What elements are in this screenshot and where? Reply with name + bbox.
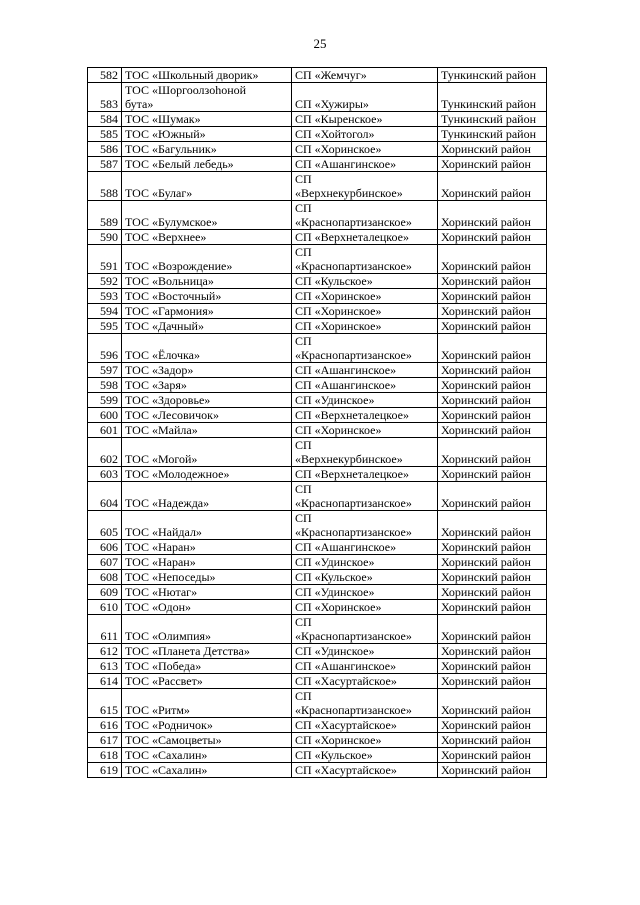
settlement-line: СП «Удинское» xyxy=(295,393,375,407)
tos-name-line: ТОС «Ёлочка» xyxy=(125,348,201,362)
row-number-cell: 616 xyxy=(88,718,122,733)
tos-name-cell xyxy=(122,289,292,304)
row-number-cell: 617 xyxy=(88,733,122,748)
tos-name-cell xyxy=(122,748,292,763)
row-number-cell: 610 xyxy=(88,600,122,615)
table-row xyxy=(88,127,547,142)
settlement-line: СП «Хасуртайское» xyxy=(295,718,397,732)
table-row xyxy=(88,674,547,689)
tos-name-line: ТОС «Багульник» xyxy=(125,142,217,156)
tos-name-line: ТОС «Заря» xyxy=(125,378,187,392)
tos-name-line: бута» xyxy=(125,97,154,111)
tos-name-line: ТОС «Шумак» xyxy=(125,112,201,126)
row-number-cell: 603 xyxy=(88,467,122,482)
table-row xyxy=(88,763,547,778)
table-row xyxy=(88,689,547,718)
row-number-cell: 589 xyxy=(88,201,122,230)
settlement-cell xyxy=(292,363,438,378)
tos-name-line: ТОС «Сахалин» xyxy=(125,763,208,777)
tos-name-cell xyxy=(122,467,292,482)
settlement-line: СП «Хоринское» xyxy=(295,423,382,437)
settlement-cell xyxy=(292,127,438,142)
row-number-cell: 587 xyxy=(88,157,122,172)
settlement-cell xyxy=(292,438,438,467)
tos-name-cell xyxy=(122,334,292,363)
district-cell: Хоринский район xyxy=(438,585,547,600)
tos-name-line: ТОС «Здоровье» xyxy=(125,393,211,407)
settlement-cell xyxy=(292,555,438,570)
tos-name-line: ТОС «Надежда» xyxy=(125,496,210,510)
district-cell: Хоринский район xyxy=(438,408,547,423)
tos-name-line: ТОС «Наран» xyxy=(125,540,196,554)
tos-registry-table xyxy=(87,67,547,778)
table-row xyxy=(88,644,547,659)
district-cell: Хоринский район xyxy=(438,748,547,763)
table-row xyxy=(88,363,547,378)
settlement-line: СП xyxy=(295,615,312,629)
tos-name-cell xyxy=(122,408,292,423)
table-row xyxy=(88,467,547,482)
settlement-cell xyxy=(292,748,438,763)
settlement-line: СП «Ашангинское» xyxy=(295,378,397,392)
table-row xyxy=(88,482,547,511)
tos-name-cell xyxy=(122,733,292,748)
table-row xyxy=(88,393,547,408)
table-row xyxy=(88,408,547,423)
settlement-line: СП xyxy=(295,201,312,215)
settlement-line: СП «Удинское» xyxy=(295,585,375,599)
tos-name-line: ТОС «Могой» xyxy=(125,452,198,466)
row-number-cell: 614 xyxy=(88,674,122,689)
table-row xyxy=(88,570,547,585)
tos-name-line: ТОС «Олимпия» xyxy=(125,629,212,643)
district-cell: Хоринский район xyxy=(438,659,547,674)
tos-name-line: ТОС «Рассвет» xyxy=(125,674,203,688)
table-row xyxy=(88,718,547,733)
tos-name-cell xyxy=(122,274,292,289)
district-cell: Тункинский район xyxy=(438,83,547,112)
settlement-cell xyxy=(292,644,438,659)
district-cell: Хоринский район xyxy=(438,319,547,334)
district-cell: Хоринский район xyxy=(438,718,547,733)
tos-name-cell xyxy=(122,319,292,334)
district-cell: Хоринский район xyxy=(438,438,547,467)
settlement-line: СП xyxy=(295,334,312,348)
table-row xyxy=(88,378,547,393)
settlement-line: СП «Хоринское» xyxy=(295,600,382,614)
row-number-cell: 599 xyxy=(88,393,122,408)
table-row xyxy=(88,334,547,363)
tos-name-cell xyxy=(122,482,292,511)
tos-name-cell xyxy=(122,674,292,689)
settlement-cell xyxy=(292,334,438,363)
settlement-cell xyxy=(292,718,438,733)
row-number-cell: 611 xyxy=(88,615,122,644)
table-row xyxy=(88,274,547,289)
settlement-line: СП «Хойтогол» xyxy=(295,127,375,141)
settlement-cell xyxy=(292,393,438,408)
table-row xyxy=(88,68,547,83)
district-cell: Хоринский район xyxy=(438,540,547,555)
tos-name-line: ТОС «Нютаг» xyxy=(125,585,198,599)
settlement-line: СП «Хасуртайское» xyxy=(295,674,397,688)
settlement-line: СП xyxy=(295,511,312,525)
tos-name-cell xyxy=(122,570,292,585)
district-cell: Хоринский район xyxy=(438,157,547,172)
settlement-cell xyxy=(292,600,438,615)
row-number-cell: 594 xyxy=(88,304,122,319)
settlement-cell xyxy=(292,423,438,438)
table-row xyxy=(88,540,547,555)
tos-name-cell xyxy=(122,718,292,733)
row-number-cell: 601 xyxy=(88,423,122,438)
district-cell: Хоринский район xyxy=(438,467,547,482)
table-row xyxy=(88,172,547,201)
row-number-cell: 596 xyxy=(88,334,122,363)
district-cell: Хоринский район xyxy=(438,570,547,585)
tos-name-cell xyxy=(122,423,292,438)
settlement-line: «Краснопартизанское» xyxy=(295,215,412,229)
table-row xyxy=(88,245,547,274)
tos-name-line: ТОС «Лесовичок» xyxy=(125,408,219,422)
tos-name-line: ТОС «Наран» xyxy=(125,555,196,569)
settlement-cell xyxy=(292,467,438,482)
district-cell: Хоринский район xyxy=(438,304,547,319)
tos-name-cell xyxy=(122,393,292,408)
table-row xyxy=(88,733,547,748)
row-number-cell: 600 xyxy=(88,408,122,423)
settlement-cell xyxy=(292,659,438,674)
district-cell: Хоринский район xyxy=(438,482,547,511)
settlement-line: СП «Верхнеталецкое» xyxy=(295,408,409,422)
district-cell: Хоринский район xyxy=(438,289,547,304)
settlement-cell xyxy=(292,274,438,289)
tos-name-cell xyxy=(122,230,292,245)
district-cell: Хоринский район xyxy=(438,615,547,644)
row-number-cell: 588 xyxy=(88,172,122,201)
settlement-line: СП «Удинское» xyxy=(295,555,375,569)
settlement-line: СП «Ашангинское» xyxy=(295,157,397,171)
table-row xyxy=(88,659,547,674)
settlement-line: СП «Хоринское» xyxy=(295,304,382,318)
district-cell: Хоринский район xyxy=(438,689,547,718)
row-number-cell: 619 xyxy=(88,763,122,778)
settlement-line: СП «Верхнеталецкое» xyxy=(295,467,409,481)
settlement-cell xyxy=(292,68,438,83)
tos-name-cell xyxy=(122,142,292,157)
tos-name-line: ТОС «Самоцветы» xyxy=(125,733,222,747)
tos-name-line: ТОС «Дачный» xyxy=(125,319,204,333)
row-number-cell: 598 xyxy=(88,378,122,393)
tos-name-line: ТОС «Одон» xyxy=(125,600,192,614)
settlement-cell xyxy=(292,733,438,748)
settlement-line: СП xyxy=(295,438,312,452)
settlement-cell xyxy=(292,112,438,127)
settlement-line: СП «Ашангинское» xyxy=(295,363,397,377)
table-row xyxy=(88,289,547,304)
row-number-cell: 618 xyxy=(88,748,122,763)
settlement-line: «Краснопартизанское» xyxy=(295,525,412,539)
settlement-line: СП «Хоринское» xyxy=(295,289,382,303)
district-cell: Хоринский район xyxy=(438,201,547,230)
tos-name-cell xyxy=(122,172,292,201)
settlement-line: СП «Хасуртайское» xyxy=(295,763,397,777)
row-number-cell: 582 xyxy=(88,68,122,83)
tos-name-cell xyxy=(122,615,292,644)
row-number-cell: 602 xyxy=(88,438,122,467)
settlement-line: СП «Верхнеталецкое» xyxy=(295,230,409,244)
tos-name-cell xyxy=(122,157,292,172)
settlement-line: «Краснопартизанское» xyxy=(295,259,412,273)
settlement-cell xyxy=(292,289,438,304)
settlement-line: СП «Ашангинское» xyxy=(295,659,397,673)
table-row xyxy=(88,230,547,245)
tos-name-line: ТОС «Найдал» xyxy=(125,525,202,539)
settlement-cell xyxy=(292,674,438,689)
settlement-cell xyxy=(292,83,438,112)
settlement-line: СП «Кульское» xyxy=(295,748,373,762)
tos-name-line: ТОС «Школьный дворик» xyxy=(125,68,259,82)
table-row xyxy=(88,304,547,319)
settlement-line: СП xyxy=(295,482,312,496)
settlement-cell xyxy=(292,378,438,393)
row-number-cell: 597 xyxy=(88,363,122,378)
settlement-line: «Краснопартизанское» xyxy=(295,629,412,643)
table-row xyxy=(88,423,547,438)
district-cell: Хоринский район xyxy=(438,334,547,363)
tos-name-line: ТОС «Гармония» xyxy=(125,304,214,318)
table-row xyxy=(88,600,547,615)
settlement-line: СП «Хоринское» xyxy=(295,142,382,156)
tos-name-line: ТОС «Победа» xyxy=(125,659,202,673)
row-number-cell: 595 xyxy=(88,319,122,334)
row-number-cell: 592 xyxy=(88,274,122,289)
table-row xyxy=(88,201,547,230)
settlement-line: СП «Хоринское» xyxy=(295,319,382,333)
table-row xyxy=(88,511,547,540)
district-cell: Хоринский район xyxy=(438,142,547,157)
settlement-line: СП «Кульское» xyxy=(295,274,373,288)
district-cell: Хоринский район xyxy=(438,600,547,615)
settlement-cell xyxy=(292,585,438,600)
settlement-line: СП xyxy=(295,689,312,703)
settlement-line: СП «Кульское» xyxy=(295,570,373,584)
table-body xyxy=(88,68,547,778)
settlement-cell xyxy=(292,408,438,423)
row-number-cell: 608 xyxy=(88,570,122,585)
table-row xyxy=(88,112,547,127)
tos-name-cell xyxy=(122,585,292,600)
district-cell: Тункинский район xyxy=(438,127,547,142)
row-number-cell: 613 xyxy=(88,659,122,674)
tos-name-line: ТОС «Майла» xyxy=(125,423,198,437)
settlement-cell xyxy=(292,482,438,511)
district-cell: Хоринский район xyxy=(438,511,547,540)
tos-name-cell xyxy=(122,511,292,540)
district-cell: Хоринский район xyxy=(438,555,547,570)
settlement-cell xyxy=(292,540,438,555)
settlement-cell xyxy=(292,157,438,172)
settlement-line: СП xyxy=(295,172,312,186)
settlement-line: СП «Ашангинское» xyxy=(295,540,397,554)
settlement-line: СП «Хоринское» xyxy=(295,733,382,747)
tos-name-cell xyxy=(122,763,292,778)
row-number-cell: 604 xyxy=(88,482,122,511)
settlement-line: СП «Удинское» xyxy=(295,644,375,658)
page-number: 25 xyxy=(313,36,327,51)
tos-name-line: ТОС «Планета Детства» xyxy=(125,644,250,658)
row-number-cell: 606 xyxy=(88,540,122,555)
table-row xyxy=(88,157,547,172)
settlement-line: «Краснопартизанское» xyxy=(295,496,412,510)
settlement-cell xyxy=(292,304,438,319)
settlement-cell xyxy=(292,689,438,718)
tos-name-line: ТОС «Задор» xyxy=(125,363,194,377)
tos-name-line: ТОС «Сахалин» xyxy=(125,748,208,762)
tos-name-cell xyxy=(122,245,292,274)
district-cell: Хоринский район xyxy=(438,423,547,438)
row-number-cell: 590 xyxy=(88,230,122,245)
tos-name-cell xyxy=(122,112,292,127)
tos-name-line: ТОС «Молодежное» xyxy=(125,467,230,481)
tos-name-line: ТОС «Ритм» xyxy=(125,703,190,717)
district-cell: Хоринский район xyxy=(438,274,547,289)
district-cell: Хоринский район xyxy=(438,378,547,393)
tos-name-cell xyxy=(122,68,292,83)
row-number-cell: 586 xyxy=(88,142,122,157)
tos-name-cell xyxy=(122,201,292,230)
table-row xyxy=(88,319,547,334)
tos-name-cell xyxy=(122,83,292,112)
district-cell: Хоринский район xyxy=(438,644,547,659)
district-cell: Тункинский район xyxy=(438,68,547,83)
row-number-cell: 607 xyxy=(88,555,122,570)
settlement-cell xyxy=(292,511,438,540)
tos-name-line: ТОС «Непоседы» xyxy=(125,570,216,584)
settlement-cell xyxy=(292,245,438,274)
row-number-cell: 609 xyxy=(88,585,122,600)
settlement-cell xyxy=(292,201,438,230)
tos-name-line: ТОС «Южный» xyxy=(125,127,206,141)
settlement-cell xyxy=(292,615,438,644)
settlement-cell xyxy=(292,142,438,157)
table-row xyxy=(88,438,547,467)
settlement-cell xyxy=(292,319,438,334)
settlement-cell xyxy=(292,763,438,778)
district-cell: Хоринский район xyxy=(438,674,547,689)
district-cell: Хоринский район xyxy=(438,733,547,748)
row-number-cell: 593 xyxy=(88,289,122,304)
district-cell: Хоринский район xyxy=(438,245,547,274)
settlement-line: СП xyxy=(295,245,312,259)
settlement-line: СП «Хужиры» xyxy=(295,97,369,111)
tos-name-line: ТОС «Белый лебедь» xyxy=(125,157,234,171)
district-cell: Хоринский район xyxy=(438,172,547,201)
tos-name-cell xyxy=(122,363,292,378)
tos-name-line: ТОС «Булумское» xyxy=(125,215,218,229)
tos-name-line: ТОС «Возрождение» xyxy=(125,259,233,273)
district-cell: Хоринский район xyxy=(438,363,547,378)
row-number-cell: 584 xyxy=(88,112,122,127)
settlement-line: «Краснопартизанское» xyxy=(295,348,412,362)
settlement-line: «Краснопартизанское» xyxy=(295,703,412,717)
settlement-cell xyxy=(292,570,438,585)
table-row xyxy=(88,555,547,570)
settlement-line: СП «Кыренское» xyxy=(295,112,383,126)
row-number-cell: 591 xyxy=(88,245,122,274)
tos-name-cell xyxy=(122,659,292,674)
tos-name-cell xyxy=(122,127,292,142)
settlement-line: «Верхнекурбинское» xyxy=(295,186,403,200)
row-number-cell: 583 xyxy=(88,83,122,112)
row-number-cell: 605 xyxy=(88,511,122,540)
table-row xyxy=(88,615,547,644)
tos-name-line: ТОС «Вольница» xyxy=(125,274,214,288)
tos-name-line: ТОС «Восточный» xyxy=(125,289,222,303)
tos-name-line: ТОС «Булаг» xyxy=(125,186,193,200)
tos-name-cell xyxy=(122,540,292,555)
table-row xyxy=(88,748,547,763)
tos-name-line: ТОС «Шоргоолзоhоной xyxy=(125,83,247,97)
tos-name-cell xyxy=(122,644,292,659)
tos-name-line: ТОС «Родничок» xyxy=(125,718,213,732)
tos-name-cell xyxy=(122,304,292,319)
row-number-cell: 615 xyxy=(88,689,122,718)
row-number-cell: 612 xyxy=(88,644,122,659)
table-row xyxy=(88,83,547,112)
table-row xyxy=(88,585,547,600)
tos-name-line: ТОС «Верхнее» xyxy=(125,230,207,244)
tos-name-cell xyxy=(122,600,292,615)
tos-name-cell xyxy=(122,378,292,393)
tos-name-cell xyxy=(122,689,292,718)
row-number-cell: 585 xyxy=(88,127,122,142)
tos-name-cell xyxy=(122,555,292,570)
table-row xyxy=(88,142,547,157)
district-cell: Тункинский район xyxy=(438,112,547,127)
settlement-line: СП «Жемчуг» xyxy=(295,68,367,82)
district-cell: Хоринский район xyxy=(438,230,547,245)
settlement-line: «Верхнекурбинское» xyxy=(295,452,403,466)
district-cell: Хоринский район xyxy=(438,763,547,778)
settlement-cell xyxy=(292,172,438,201)
district-cell: Хоринский район xyxy=(438,393,547,408)
settlement-cell xyxy=(292,230,438,245)
tos-name-cell xyxy=(122,438,292,467)
